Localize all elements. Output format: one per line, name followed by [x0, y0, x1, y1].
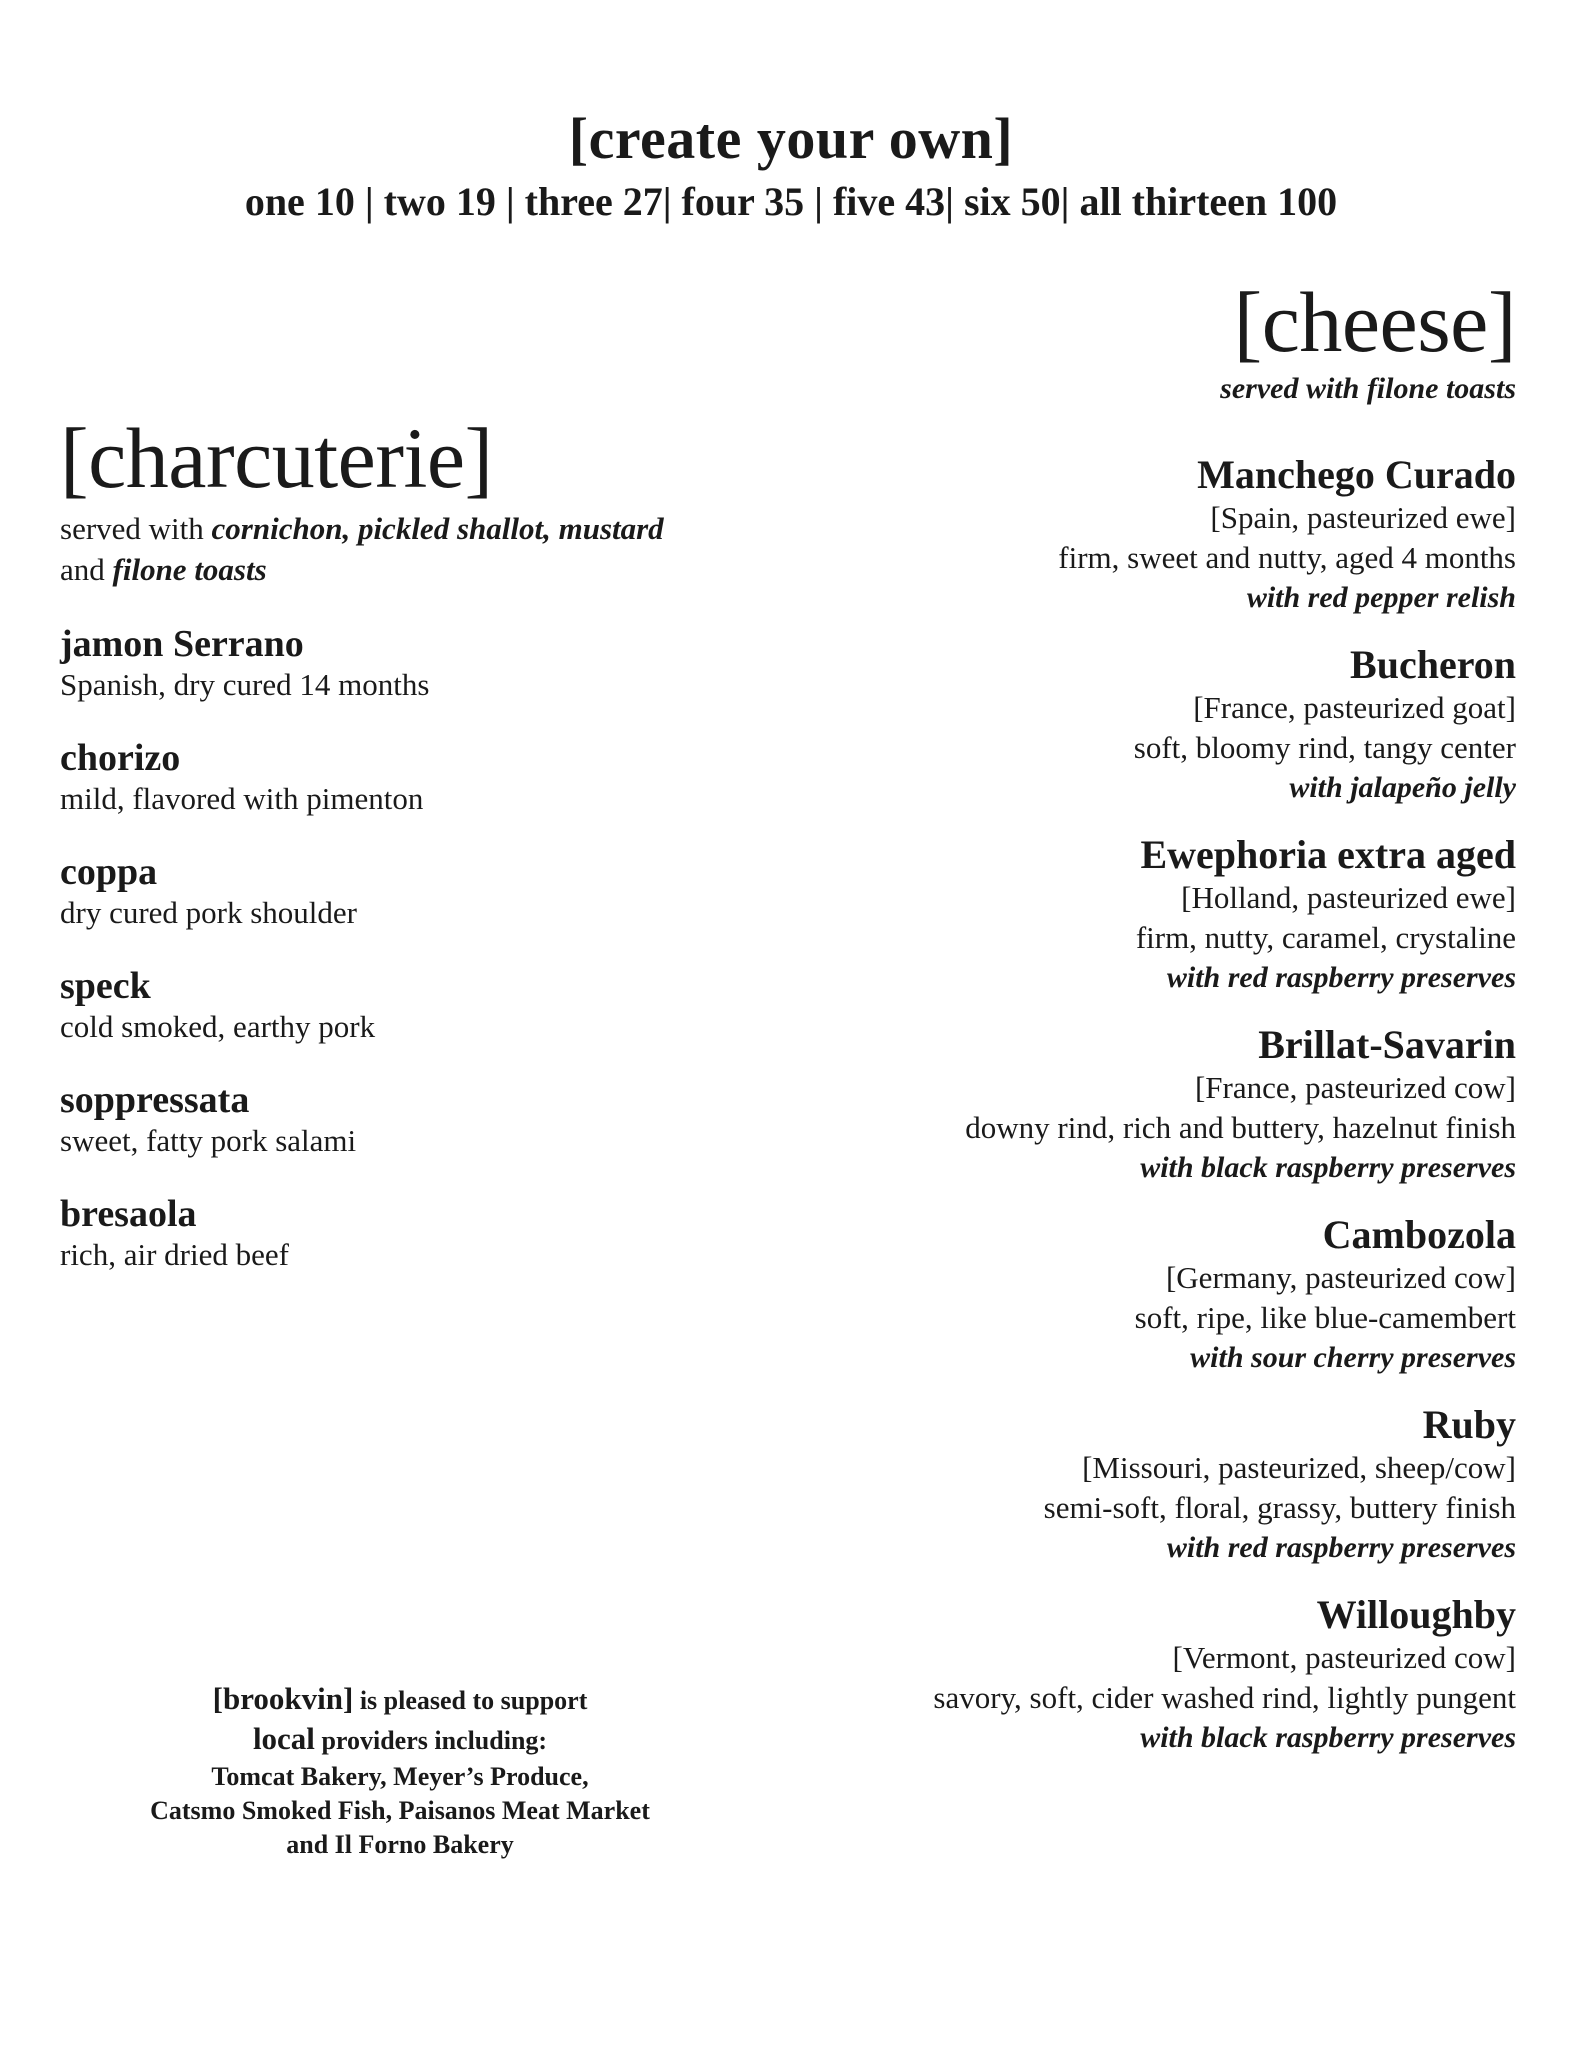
cheese-origin: [Vermont, pasteurized cow] — [1172, 1640, 1516, 1675]
cheese-heading: [cheese] — [1233, 274, 1516, 370]
item-description: dry cured pork shoulder — [60, 895, 357, 930]
support-line-1 — [60, 1680, 740, 1720]
cheese-pairing: with red pepper relish — [1246, 581, 1516, 614]
cheese-origin: [Holland, pasteurized ewe] — [1181, 880, 1516, 915]
cheese-item — [616, 1212, 1516, 1378]
cheese-list — [616, 452, 1516, 1758]
cheese-description: savory, soft, cider washed rind, lightly pungent — [933, 1680, 1516, 1715]
cheese-description: downy rind, rich and buttery, hazelnut finish — [965, 1110, 1516, 1145]
cheese-pairing: with red raspberry preserves — [1166, 961, 1516, 994]
item-description: Spanish, dry cured 14 months — [60, 667, 430, 702]
intro-toasts: filone toasts — [112, 552, 267, 587]
cheese-item — [616, 832, 1516, 998]
cheese-origin: [Germany, pasteurized cow] — [1165, 1260, 1516, 1295]
cheese-description: soft, ripe, like blue-camembert — [1134, 1300, 1516, 1335]
local-word: local — [252, 1721, 315, 1756]
cheese-pairing: with jalapeño jelly — [1289, 771, 1516, 804]
cheese-item — [616, 1022, 1516, 1188]
cheese-pairing: with sour cherry preserves — [1190, 1341, 1516, 1374]
provider-line: Tomcat Bakery, Meyer’s Produce, — [211, 1762, 589, 1791]
item-name: coppa — [60, 851, 158, 893]
intro-served-with: served with — [60, 511, 204, 546]
intro-and: and — [60, 552, 105, 587]
cheese-pairing: with red raspberry preserves — [1166, 1531, 1516, 1564]
cheese-item — [616, 1592, 1516, 1758]
cheese-origin: [Missouri, pasteurized, sheep/cow] — [1082, 1450, 1516, 1485]
provider-line: Catsmo Smoked Fish, Paisanos Meat Market — [150, 1796, 650, 1825]
menu-header — [0, 106, 1582, 226]
cheese-name: Brillat-Savarin — [1258, 1022, 1516, 1067]
cheese-pairing: with black raspberry preserves — [1140, 1151, 1516, 1184]
cheese-origin: [France, pasteurized cow] — [1194, 1070, 1516, 1105]
cheese-item — [616, 1402, 1516, 1568]
support-text: providers including: — [314, 1726, 548, 1755]
cheese-item — [616, 452, 1516, 618]
cheese-name: Ruby — [1422, 1402, 1516, 1447]
local-providers-note — [60, 1680, 740, 1862]
cheese-name: Manchego Curado — [1197, 452, 1516, 497]
item-name: chorizo — [60, 737, 181, 779]
page-title: [create your own] — [568, 106, 1014, 171]
cheese-served-with: served with filone toasts — [1220, 372, 1516, 405]
cheese-description: soft, bloomy rind, tangy center — [1133, 730, 1516, 765]
cheese-origin: [France, pasteurized goat] — [1193, 690, 1516, 725]
item-name: jamon Serrano — [60, 623, 304, 665]
cheese-item — [616, 642, 1516, 808]
cheese-description: firm, sweet and nutty, aged 4 months — [1058, 540, 1516, 575]
brand-name: [brookvin] — [212, 1681, 354, 1716]
cheese-name: Willoughby — [1316, 1592, 1516, 1637]
cheese-description: semi-soft, floral, grassy, buttery finish — [1043, 1490, 1516, 1525]
item-name: bresaola — [60, 1193, 197, 1235]
cheese-description: firm, nutty, caramel, crystaline — [1135, 920, 1516, 955]
cheese-name: Ewephoria extra aged — [1140, 832, 1516, 877]
item-description: cold smoked, earthy pork — [60, 1009, 376, 1044]
item-description: rich, air dried beef — [60, 1237, 289, 1272]
cheese-origin: [Spain, pasteurized ewe] — [1210, 500, 1516, 535]
price-tiers: one 10 | two 19 | three 27| four 35 | five 43| six 50| all thirteen 100 — [244, 179, 1338, 224]
provider-line: and Il Forno Bakery — [286, 1830, 514, 1859]
item-description: mild, flavored with pimenton — [60, 781, 424, 816]
charcuterie-heading: [charcuterie] — [60, 410, 493, 506]
intro-accompaniments: cornichon, pickled shallot, mustard — [211, 511, 664, 546]
item-name: speck — [60, 965, 151, 1007]
cheese-name: Bucheron — [1350, 642, 1516, 687]
item-description: sweet, fatty pork salami — [60, 1123, 357, 1158]
cheese-section — [616, 274, 1516, 1782]
support-text: is pleased to support — [353, 1686, 588, 1715]
item-name: soppressata — [60, 1079, 250, 1121]
cheese-pairing: with black raspberry preserves — [1140, 1721, 1516, 1754]
cheese-name: Cambozola — [1322, 1212, 1516, 1257]
support-line-2 — [60, 1720, 740, 1760]
